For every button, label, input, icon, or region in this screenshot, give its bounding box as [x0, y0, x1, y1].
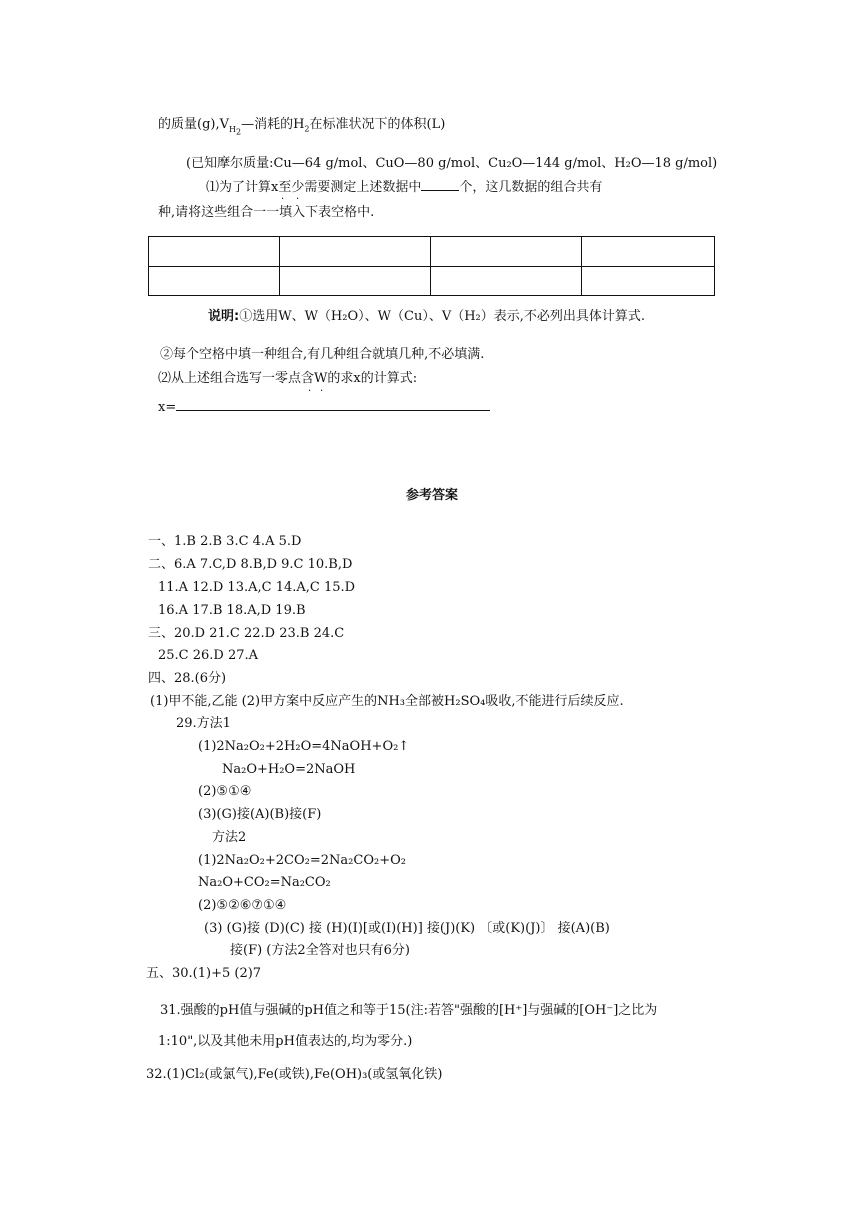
text-consumed-h: —消耗的H: [241, 117, 305, 132]
answer-line: Na₂O+CO₂=Na₂CO₂: [198, 875, 331, 890]
answer-table: [148, 236, 715, 296]
emphasis-dot: ·: [308, 386, 312, 397]
question-1-line-2: 种,请将这些组合一一填入下表空格中.: [158, 205, 375, 220]
answer-line: 四、28.(6分): [148, 671, 227, 686]
answers-title: 参考答案: [406, 488, 459, 503]
formula-blank[interactable]: [176, 398, 490, 411]
answer-line: 二、6.A 7.C,D 8.B,D 9.C 10.B,D: [148, 557, 353, 572]
table-cell[interactable]: [582, 237, 715, 267]
table-cell[interactable]: [280, 266, 431, 296]
table-cell[interactable]: [149, 266, 280, 296]
sub-h: H2: [229, 124, 242, 137]
q1-text-a: ⑴为了计算x至少需要测定上述数据中: [206, 180, 422, 195]
answer-line: 五、30.(1)+5 (2)7: [146, 966, 262, 981]
answer-line: 1:10",以及其他未用pH值表达的,均为零分.): [158, 1034, 413, 1049]
answer-line: (2)⑤②⑥⑦①④: [198, 898, 287, 913]
answer-line: (3) (G)接 (D)(C) 接 (H)(I)[或(I)(H)] 接(J)(K) 〔或(K)(J)〕 接(A)(B): [204, 921, 610, 936]
answer-line: Na₂O+H₂O=2NaOH: [222, 762, 356, 777]
note-label: 说明:: [208, 309, 240, 324]
emphasis-dot: ·: [296, 194, 300, 205]
answer-line: (1)2Na₂O₂+2H₂O=4NaOH+O₂↑: [198, 739, 410, 754]
answer-line: (1)甲不能,乙能 (2)甲方案中反应产生的NH₃全部被H₂SO₄吸收,不能进行后续反应.: [150, 694, 624, 709]
question-2-line: ⑵从上述组合选写一零点含W的求x的计算式:: [158, 371, 418, 386]
answer-line: 三、20.D 21.C 22.D 23.B 24.C: [148, 626, 345, 641]
answer-line: (3)(G)接(A)(B)接(F): [198, 807, 322, 822]
note-line-1: [208, 308, 645, 326]
text-mass: 的质量(g),V: [158, 117, 229, 132]
table-cell[interactable]: [431, 237, 582, 267]
answer-line: 16.A 17.B 18.A,D 19.B: [158, 603, 306, 618]
answer-line: 32.(1)Cl₂(或氯气),Fe(或铁),Fe(OH)₃(或氢氧化铁): [146, 1067, 443, 1082]
answer-line: (1)2Na₂O₂+2CO₂=2Na₂CO₂+O₂: [198, 853, 406, 868]
answer-line: 25.C 26.D 27.A: [158, 648, 259, 663]
q1-text-b: 个，这几数据的组合共有: [459, 180, 603, 195]
text-volume: 在标准状况下的体积(L): [309, 117, 446, 132]
table-cell[interactable]: [280, 237, 431, 267]
emphasis-dot: ·: [320, 386, 324, 397]
answer-blank[interactable]: [421, 178, 459, 191]
table-cell[interactable]: [149, 237, 280, 267]
answer-line: (2)⑤①④: [198, 784, 252, 799]
sub-2: 2: [304, 124, 310, 134]
answer-line: 方法2: [212, 830, 247, 845]
question-line-1: [158, 116, 445, 141]
table-cell[interactable]: [431, 266, 582, 296]
molar-mass-line: (已知摩尔质量:Cu—64 g/mol、CuO—80 g/mol、Cu₂O—144 g/mol、H₂O—18 g/mol): [186, 156, 718, 171]
answer-line: 31.强酸的pH值与强碱的pH值之和等于15(注:若答"强酸的[H⁺]与强碱的[OH⁻]之比为: [160, 1003, 658, 1018]
answer-line: 一、1.B 2.B 3.C 4.A 5.D: [148, 534, 302, 549]
answer-line: 接(F) (方法2全答对也只有6分): [230, 943, 410, 958]
table-cell[interactable]: [582, 266, 715, 296]
note-line-2: ②每个空格中填一种组合,有几种组合就填几种,不必填满.: [160, 347, 485, 362]
question-1-line: [206, 178, 602, 197]
x-formula-line: [158, 398, 490, 417]
x-equals: x=: [158, 400, 177, 415]
answer-line: 29.方法1: [176, 716, 231, 731]
answer-line: 11.A 12.D 13.A,C 14.A,C 15.D: [158, 580, 356, 595]
note-1: ①选用W、W（H₂O）、W（Cu）、V（H₂）表示,不必列出具体计算式.: [239, 309, 646, 324]
emphasis-dot: ·: [281, 194, 285, 205]
